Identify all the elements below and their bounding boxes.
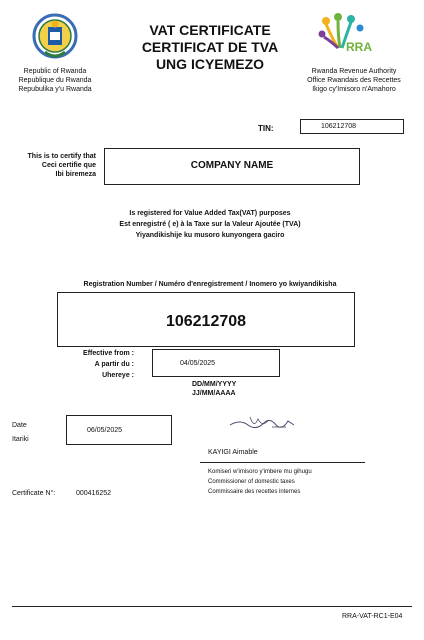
page-title xyxy=(120,22,300,73)
date-label-line: Itariki xyxy=(12,436,29,443)
certificate-number: 000416252 xyxy=(76,490,112,497)
rra-logo-text: RRA xyxy=(346,40,372,54)
date-format-line: DD/MM/YYYY xyxy=(192,381,237,388)
signature-scribble-icon xyxy=(228,413,298,435)
signatory-title-line: Commissaire des recettes internes xyxy=(208,489,301,495)
certify-line: This is to certify that xyxy=(27,153,96,160)
registration-label: Registration Number / Numéro d'enregistrement / Inomero yo kwiyandikisha xyxy=(83,281,337,288)
effective-label xyxy=(60,348,134,381)
form-code: RRA-VAT-RC1-E04 xyxy=(342,613,403,620)
right-org-line: Ikigo cy'Imisoro n'Amahoro xyxy=(312,86,396,93)
date-label-line: Date xyxy=(12,422,27,429)
registration-number: 106212708 xyxy=(165,313,247,330)
effective-line: Uhereye : xyxy=(102,372,134,379)
tin-value: 106212708 xyxy=(321,123,357,130)
left-org-line: Repubulika y'u Rwanda xyxy=(18,86,92,93)
date-format-hint xyxy=(192,380,236,398)
title-line: VAT CERTIFICATE xyxy=(149,22,271,38)
date-format-line: JJ/MM/AAAA xyxy=(192,390,236,397)
registered-line: Is registered for Value Added Tax(VAT) purposes xyxy=(129,210,291,217)
title-line: CERTIFICAT DE TVA xyxy=(141,39,279,55)
left-org-line: Republique du Rwanda xyxy=(18,77,92,84)
effective-date-field xyxy=(152,349,280,377)
tin-label: TIN: xyxy=(258,124,274,133)
signatory-title-line: Komiseri w'imisoro y'imbere mu gihugu xyxy=(208,469,312,475)
signatory-name: KAYIGI Aimable xyxy=(208,449,258,456)
right-org-line: Rwanda Revenue Authority xyxy=(311,68,397,75)
issue-date: 06/05/2025 xyxy=(87,427,123,434)
tin-field xyxy=(300,119,404,134)
certify-line: Ibi biremeza xyxy=(55,171,96,178)
issue-date-field xyxy=(66,415,172,445)
effective-date: 04/05/2025 xyxy=(180,360,216,367)
footer-divider xyxy=(12,606,412,607)
date-label xyxy=(12,419,29,447)
certify-line: Ceci certifie que xyxy=(41,162,96,169)
rwanda-coat-of-arms-icon xyxy=(31,12,79,64)
certify-label xyxy=(12,152,96,179)
right-org-name xyxy=(300,67,408,94)
registration-number-field xyxy=(57,292,355,347)
rra-logo-icon xyxy=(316,12,366,64)
registered-line: Est enregistré ( e) à la Taxe sur la Valeur Ajoutée (TVA) xyxy=(119,221,301,228)
left-org-line: Republic of Rwanda xyxy=(23,68,87,75)
registered-text xyxy=(60,208,360,241)
signatory-title-line: Commissioner of domestic taxes xyxy=(208,479,295,485)
signatory-title xyxy=(208,467,312,497)
left-org-name xyxy=(14,67,96,94)
title-line: UNG ICYEMEZO xyxy=(155,56,265,72)
company-name-field xyxy=(104,148,360,185)
certificate-label: Certificate N°: xyxy=(12,490,56,497)
right-org-line: Office Rwandais des Recettes xyxy=(307,77,401,84)
registered-line: Yiyandikishije ku musoro kunyongera gaciro xyxy=(135,232,285,239)
effective-line: A partir du : xyxy=(94,361,134,368)
company-name: COMPANY NAME xyxy=(190,160,274,171)
signature-line xyxy=(200,462,365,463)
effective-line: Effective from : xyxy=(83,350,134,357)
